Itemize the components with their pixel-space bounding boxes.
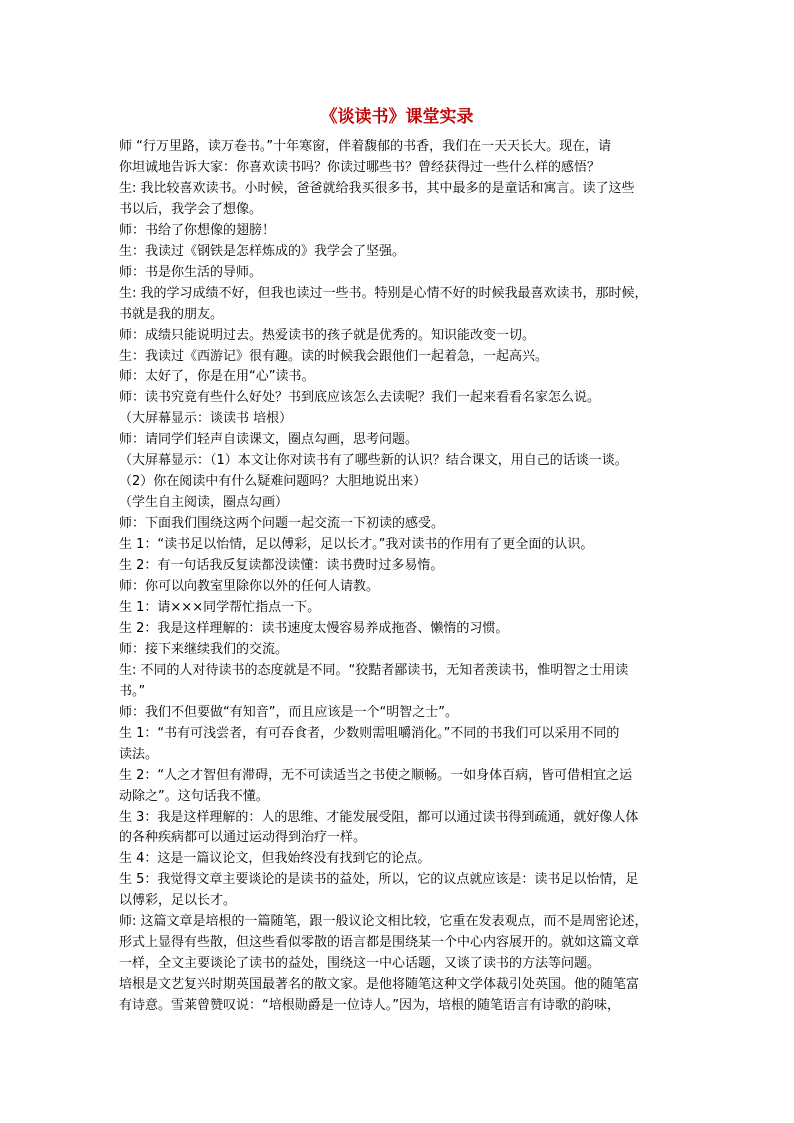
transcript-line: 师：下面我们围绕这两个问题一起交流一下初读的感受。	[119, 516, 445, 532]
transcript-line: 培根是文艺复兴时期英国最著名的散文家。是他将随笔这种文学体裁引处英国。他的随笔富	[119, 977, 640, 993]
transcript-line: 师：请同学们轻声自读课文，圈点勾画，思考问题。	[119, 432, 419, 448]
transcript-line: 以傅彩，足以长才。	[119, 893, 237, 909]
transcript-line: 书以后，我学会了想像。	[119, 201, 263, 217]
transcript-line: 生：我读过《钢铁是怎样炼成的》我学会了坚强。	[119, 243, 406, 259]
transcript-line: 生: 我比较喜欢读书。小时候，爸爸就给我买很多书，其中最多的是童话和寓言。读了这些	[119, 180, 635, 196]
transcript-line: 动除之”。这句话我不懂。	[119, 788, 269, 804]
transcript-line: 读法。	[119, 746, 159, 762]
page-title: 《谈读书》课堂实录	[320, 107, 474, 127]
transcript-line: （学生自主阅读，圈点勾画）	[119, 495, 289, 511]
transcript-line: 生 3：我是这样理解的：人的思维、才能发展受阻，都可以通过读书得到疏通，就好像人体	[119, 809, 639, 825]
transcript-line: 生 4：这是一篇议论文，但我始终没有找到它的论点。	[119, 851, 431, 867]
transcript-line: 师：我们不但要做“有知音”，而且应该是一个“明智之士”。	[119, 704, 458, 720]
transcript-line: 师：你可以向教室里除你以外的任何人请教。	[119, 579, 380, 595]
transcript-line: 生 2：我是这样理解的：读书速度太慢容易养成拖沓、懒惰的习惯。	[119, 620, 509, 636]
transcript-line: 师：成绩只能说明过去。热爱读书的孩子就是优秀的。知识能改变一切。	[119, 327, 536, 343]
transcript-line: 生: 不同的人对待读书的态度就是不同。“狡黠者鄙读书，无知者羡读书，惟明智之士用读	[119, 662, 629, 678]
transcript-line: 生 2：“人之才智但有滞碍，无不可读适当之书使之顺畅。一如身体百病，皆可借相宜之运	[119, 767, 633, 783]
transcript-line: 师: 这篇文章是培根的一篇随笔，跟一般议论文相比较，它重在发表观点，而不是周密论述，	[119, 914, 648, 930]
transcript-line: 师 “行万里路，读万卷书。”十年寒窗，伴着馥郁的书香，我们在一天天长大。现在，请	[119, 139, 612, 154]
transcript-line: （2）你在阅读中有什么疑难问题吗？大胆地说出来）	[119, 474, 427, 490]
transcript-line: 你坦诚地告诉大家：你喜欢读书吗？你读过哪些书？曾经获得过一些什么样的感悟？	[119, 159, 601, 175]
transcript-line: 生 5：我觉得文章主要谈论的是读书的益处，所以，它的议点就应该是：读书足以怡情，足	[119, 872, 639, 888]
transcript-line: 一样，全文主要谈论了读书的益处，围绕这一中心话题，又谈了读书的方法等问题。	[119, 956, 601, 972]
transcript-line: 师：书是你生活的导师。	[119, 264, 263, 280]
transcript-line: 的各种疾病都可以通过运动得到治疗一样。	[119, 830, 367, 846]
transcript-line: 形式上显得有些散，但这些看似零散的语言都是围绕某一个中心内容展开的。就如这篇文章	[119, 935, 640, 951]
transcript-line: 师：太好了，你是在用“心”读书。	[119, 369, 315, 385]
transcript-line: 生 1：请×××同学帮忙指点一下。	[119, 599, 321, 615]
transcript-line: 生: 我的学习成绩不好，但我也读过一些书。特别是心情不好的时候我最喜欢读书，那时候，	[119, 285, 648, 301]
transcript-line: （大屏幕显示：（1）本文让你对读书有了哪些新的认识？结合课文，用自己的话谈一谈。	[119, 453, 628, 469]
transcript-line: 书就是我的朋友。	[119, 306, 224, 322]
transcript-line: 生 1：“读书足以怡情，足以傅彩，足以长才。”我对读书的作用有了更全面的认识。	[119, 537, 594, 553]
transcript-line: 师：书给了你想像的翅膀！	[119, 222, 276, 238]
transcript-line: 生 2：有一句话我反复读都没读懂：读书费时过多易惰。	[119, 558, 444, 574]
transcript-line: 师：接下来继续我们的交流。	[119, 641, 289, 657]
transcript-line: 书。”	[119, 683, 146, 699]
transcript-line: （大屏幕显示：谈读书 培根）	[119, 411, 293, 427]
transcript-line: 生 1：“书有可浅尝者，有可吞食者，少数则需咀嚼消化。”不同的书我们可以采用不同的	[119, 725, 620, 741]
transcript-line: 有诗意。雪莱曾赞叹说：“培根勋爵是一位诗人。”因为，培根的随笔语言有诗歌的韵味，	[119, 998, 620, 1014]
transcript-line: 师：读书究竟有些什么好处？书到底应该怎么去读呢？我们一起来看看名家怎么说。	[119, 390, 601, 406]
transcript-line: 生：我读过《西游记》很有趣。读的时候我会跟他们一起着急，一起高兴。	[119, 348, 549, 364]
transcript-body	[119, 137, 689, 1017]
